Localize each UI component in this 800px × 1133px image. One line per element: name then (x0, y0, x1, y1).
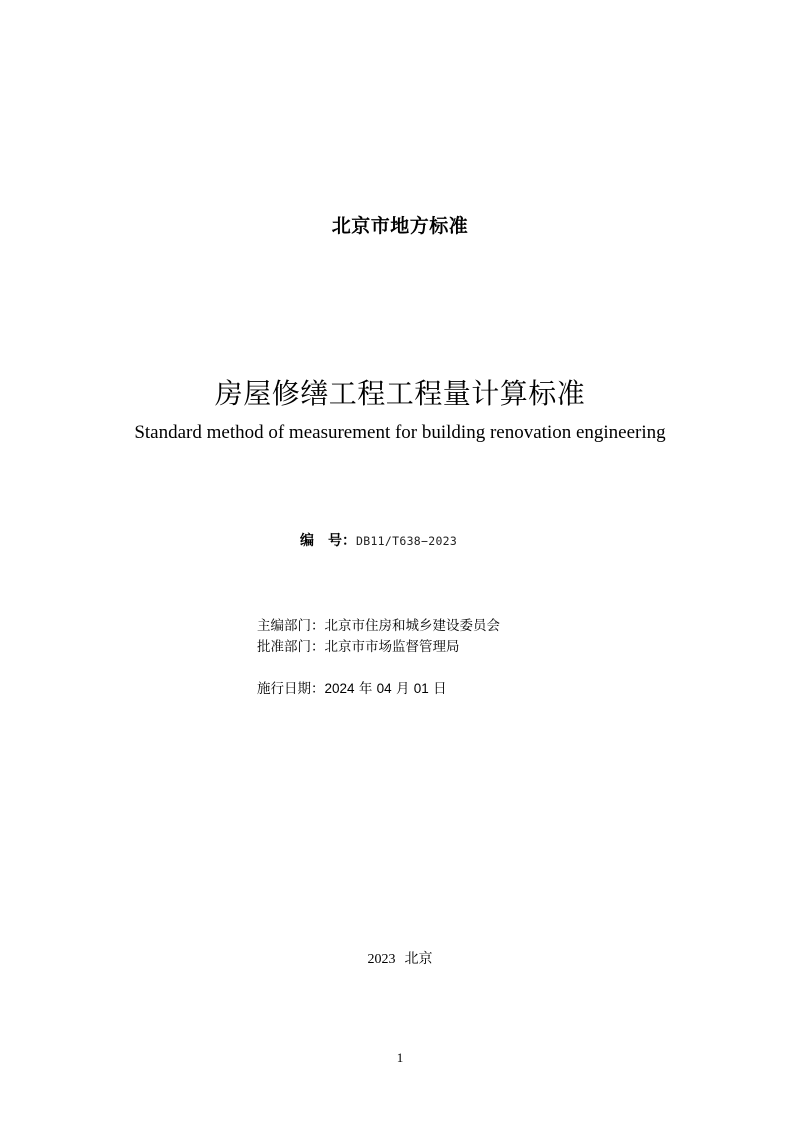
footer-year: 2023 (367, 952, 396, 967)
document-title-english: Standard method of measurement for building renovation engineering (134, 422, 666, 443)
standard-number-value: DB11/T638−2023 (356, 534, 458, 548)
standard-number-label-second: 号： (328, 533, 356, 549)
editor-department-value: 北京市住房和城乡建设委员会 (324, 618, 500, 634)
effective-date-year: 2024 (324, 681, 355, 696)
standard-number-label (300, 533, 356, 549)
editor-department-line (257, 614, 500, 634)
approver-department-line (257, 635, 460, 655)
approver-department-value: 北京市市场监督管理局 (324, 639, 460, 655)
standard-number-label-first: 编 (300, 533, 314, 549)
footer-year-place (0, 948, 800, 968)
effective-date-year-unit: 年 (354, 681, 377, 697)
document-title-chinese: 房屋修缮工程工程量计算标准 (214, 377, 586, 410)
page-number: 1 (396, 1050, 404, 1065)
effective-date-label: 施行日期： (257, 681, 325, 697)
effective-date-day: 01 (413, 681, 429, 696)
effective-date-line (257, 677, 447, 697)
effective-date-month: 04 (376, 681, 392, 696)
standard-number-line (300, 530, 457, 550)
standard-type: 北京市地方标准 (331, 215, 469, 237)
effective-date-day-unit: 日 (428, 681, 447, 697)
approver-department-label: 批准部门： (257, 639, 325, 655)
effective-date-month-unit: 月 (391, 681, 414, 697)
footer-place: 北京 (404, 951, 433, 967)
editor-department-label: 主编部门： (257, 618, 325, 634)
